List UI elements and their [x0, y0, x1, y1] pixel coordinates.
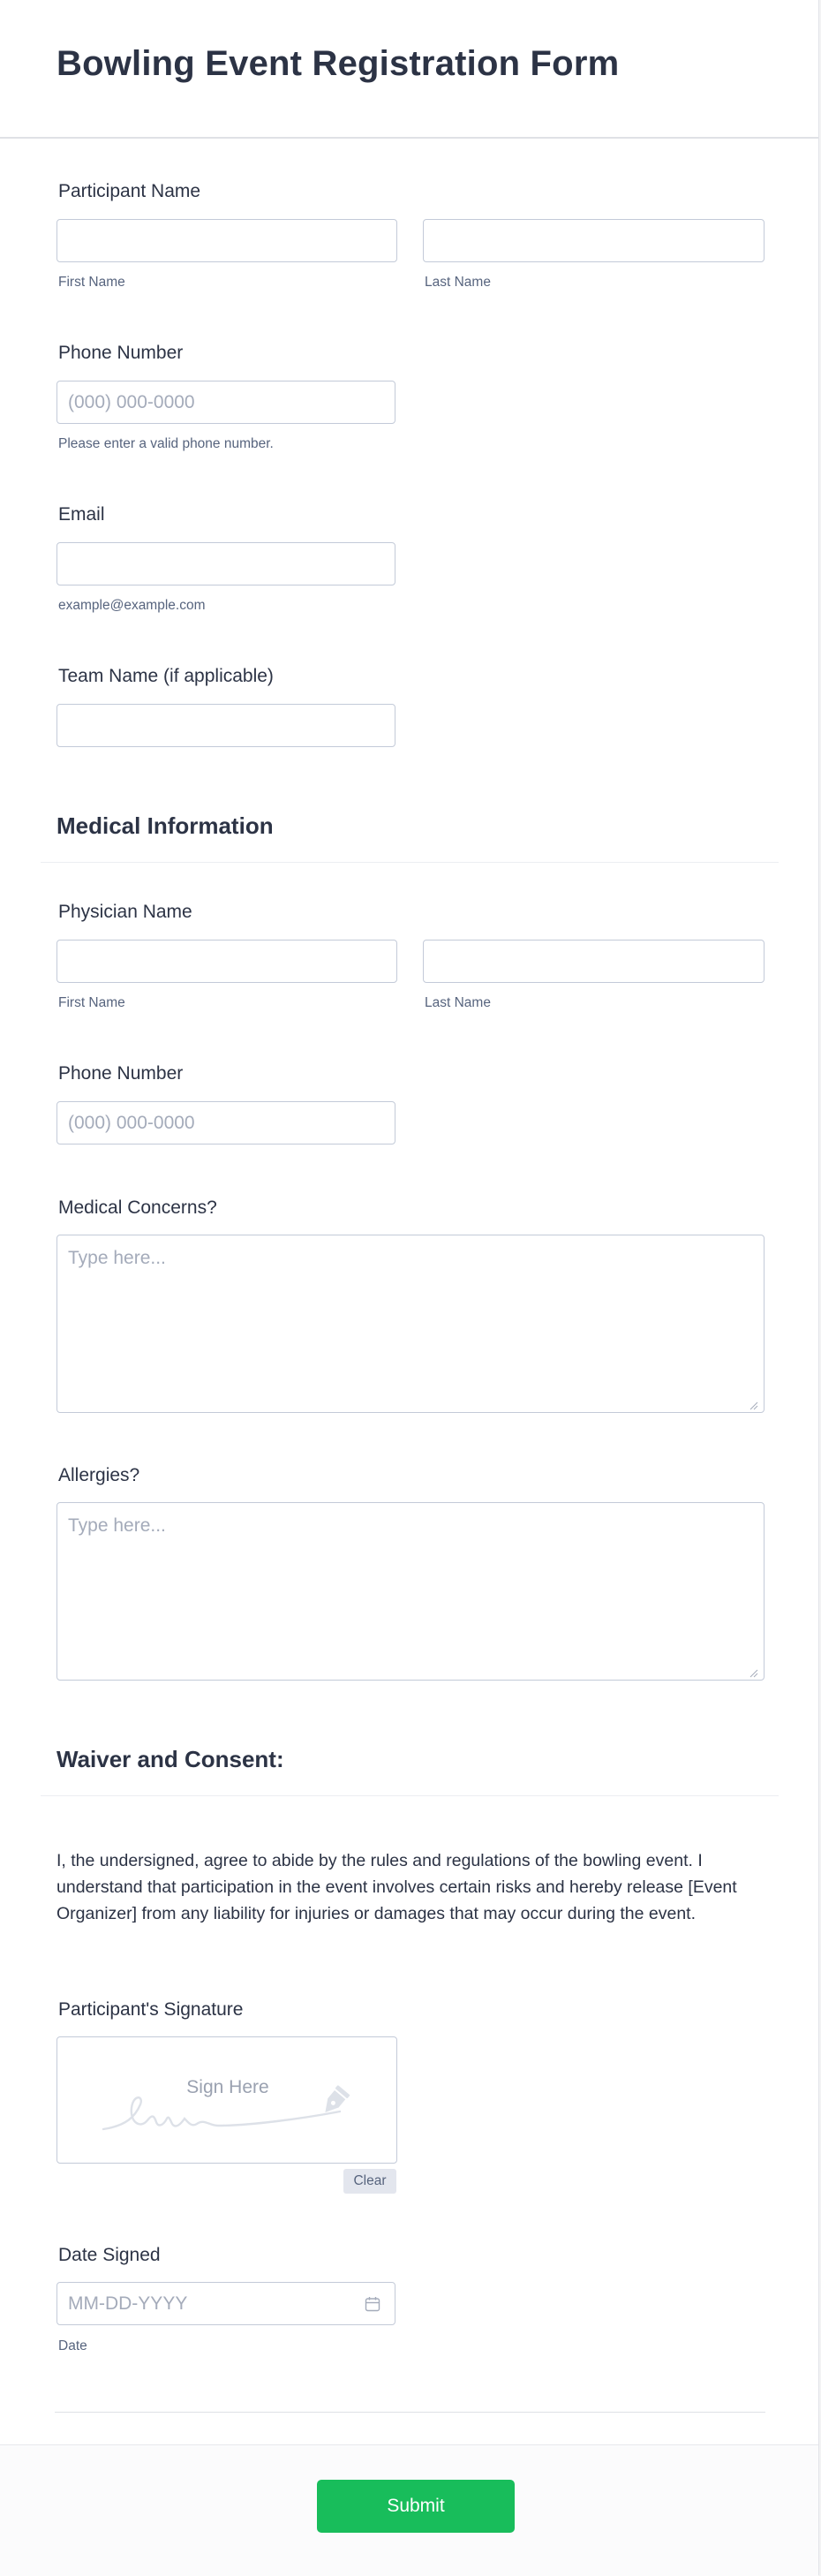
- participant-first-name-sublabel: First Name: [58, 275, 125, 290]
- signature-pad[interactable]: [56, 2036, 397, 2164]
- participant-last-name-sublabel: Last Name: [425, 275, 491, 290]
- email-label: Email: [58, 504, 105, 525]
- date-signed-label: Date Signed: [58, 2245, 161, 2265]
- form-header: [0, 0, 818, 139]
- footer-divider: [55, 2412, 765, 2413]
- date-field: [56, 2282, 395, 2325]
- sign-here-text: Sign Here: [186, 2077, 269, 2097]
- clear-signature-button[interactable]: Clear: [343, 2169, 396, 2194]
- allergies-label: Allergies?: [58, 1465, 140, 1485]
- medical-concerns-label: Medical Concerns?: [58, 1197, 217, 1218]
- medical-section-divider: [41, 862, 779, 863]
- physician-last-name-input[interactable]: [423, 940, 765, 983]
- phone-number-input[interactable]: [56, 381, 395, 424]
- signature-label: Participant's Signature: [58, 1999, 244, 2020]
- submit-button[interactable]: Submit: [317, 2480, 515, 2533]
- medical-concerns-textarea[interactable]: [56, 1235, 765, 1413]
- participant-first-name-input[interactable]: [56, 219, 397, 262]
- date-sublabel: Date: [58, 2338, 87, 2353]
- form-footer: [0, 2444, 818, 2576]
- participant-name-label: Participant Name: [58, 181, 201, 201]
- physician-phone-input[interactable]: [56, 1101, 395, 1144]
- team-name-label: Team Name (if applicable): [58, 666, 274, 686]
- date-signed-input[interactable]: [56, 2282, 395, 2325]
- physician-first-name-sublabel: First Name: [58, 995, 125, 1010]
- physician-last-name-sublabel: Last Name: [425, 995, 491, 1010]
- phone-number-sublabel: Please enter a valid phone number.: [58, 436, 274, 451]
- medical-information-heading: Medical Information: [56, 812, 274, 839]
- allergies-textarea[interactable]: [56, 1502, 765, 1681]
- phone-number-label: Phone Number: [58, 343, 184, 363]
- calendar-icon[interactable]: [365, 2296, 380, 2312]
- resize-grip-icon[interactable]: [749, 1669, 758, 1678]
- signature-squiggle-icon: [100, 2081, 382, 2136]
- email-input[interactable]: [56, 542, 395, 585]
- resize-grip-icon[interactable]: [749, 1401, 758, 1410]
- waiver-text: I, the undersigned, agree to abide by the rules and regulations of the bowling event. I understand that participation in the event involves certain risks and hereby release [Event Organizer] from any liability for injuries or damages that may occur during the event.: [56, 1851, 737, 1923]
- waiver-section-divider: [41, 1795, 779, 1796]
- physician-name-label: Physician Name: [58, 902, 192, 922]
- email-sublabel: example@example.com: [58, 598, 206, 613]
- participant-last-name-input[interactable]: [423, 219, 765, 262]
- physician-first-name-input[interactable]: [56, 940, 397, 983]
- form-title: Bowling Event Registration Form: [56, 44, 620, 83]
- team-name-input[interactable]: [56, 704, 395, 747]
- physician-phone-label: Phone Number: [58, 1063, 184, 1084]
- waiver-consent-heading: Waiver and Consent:: [56, 1746, 284, 1772]
